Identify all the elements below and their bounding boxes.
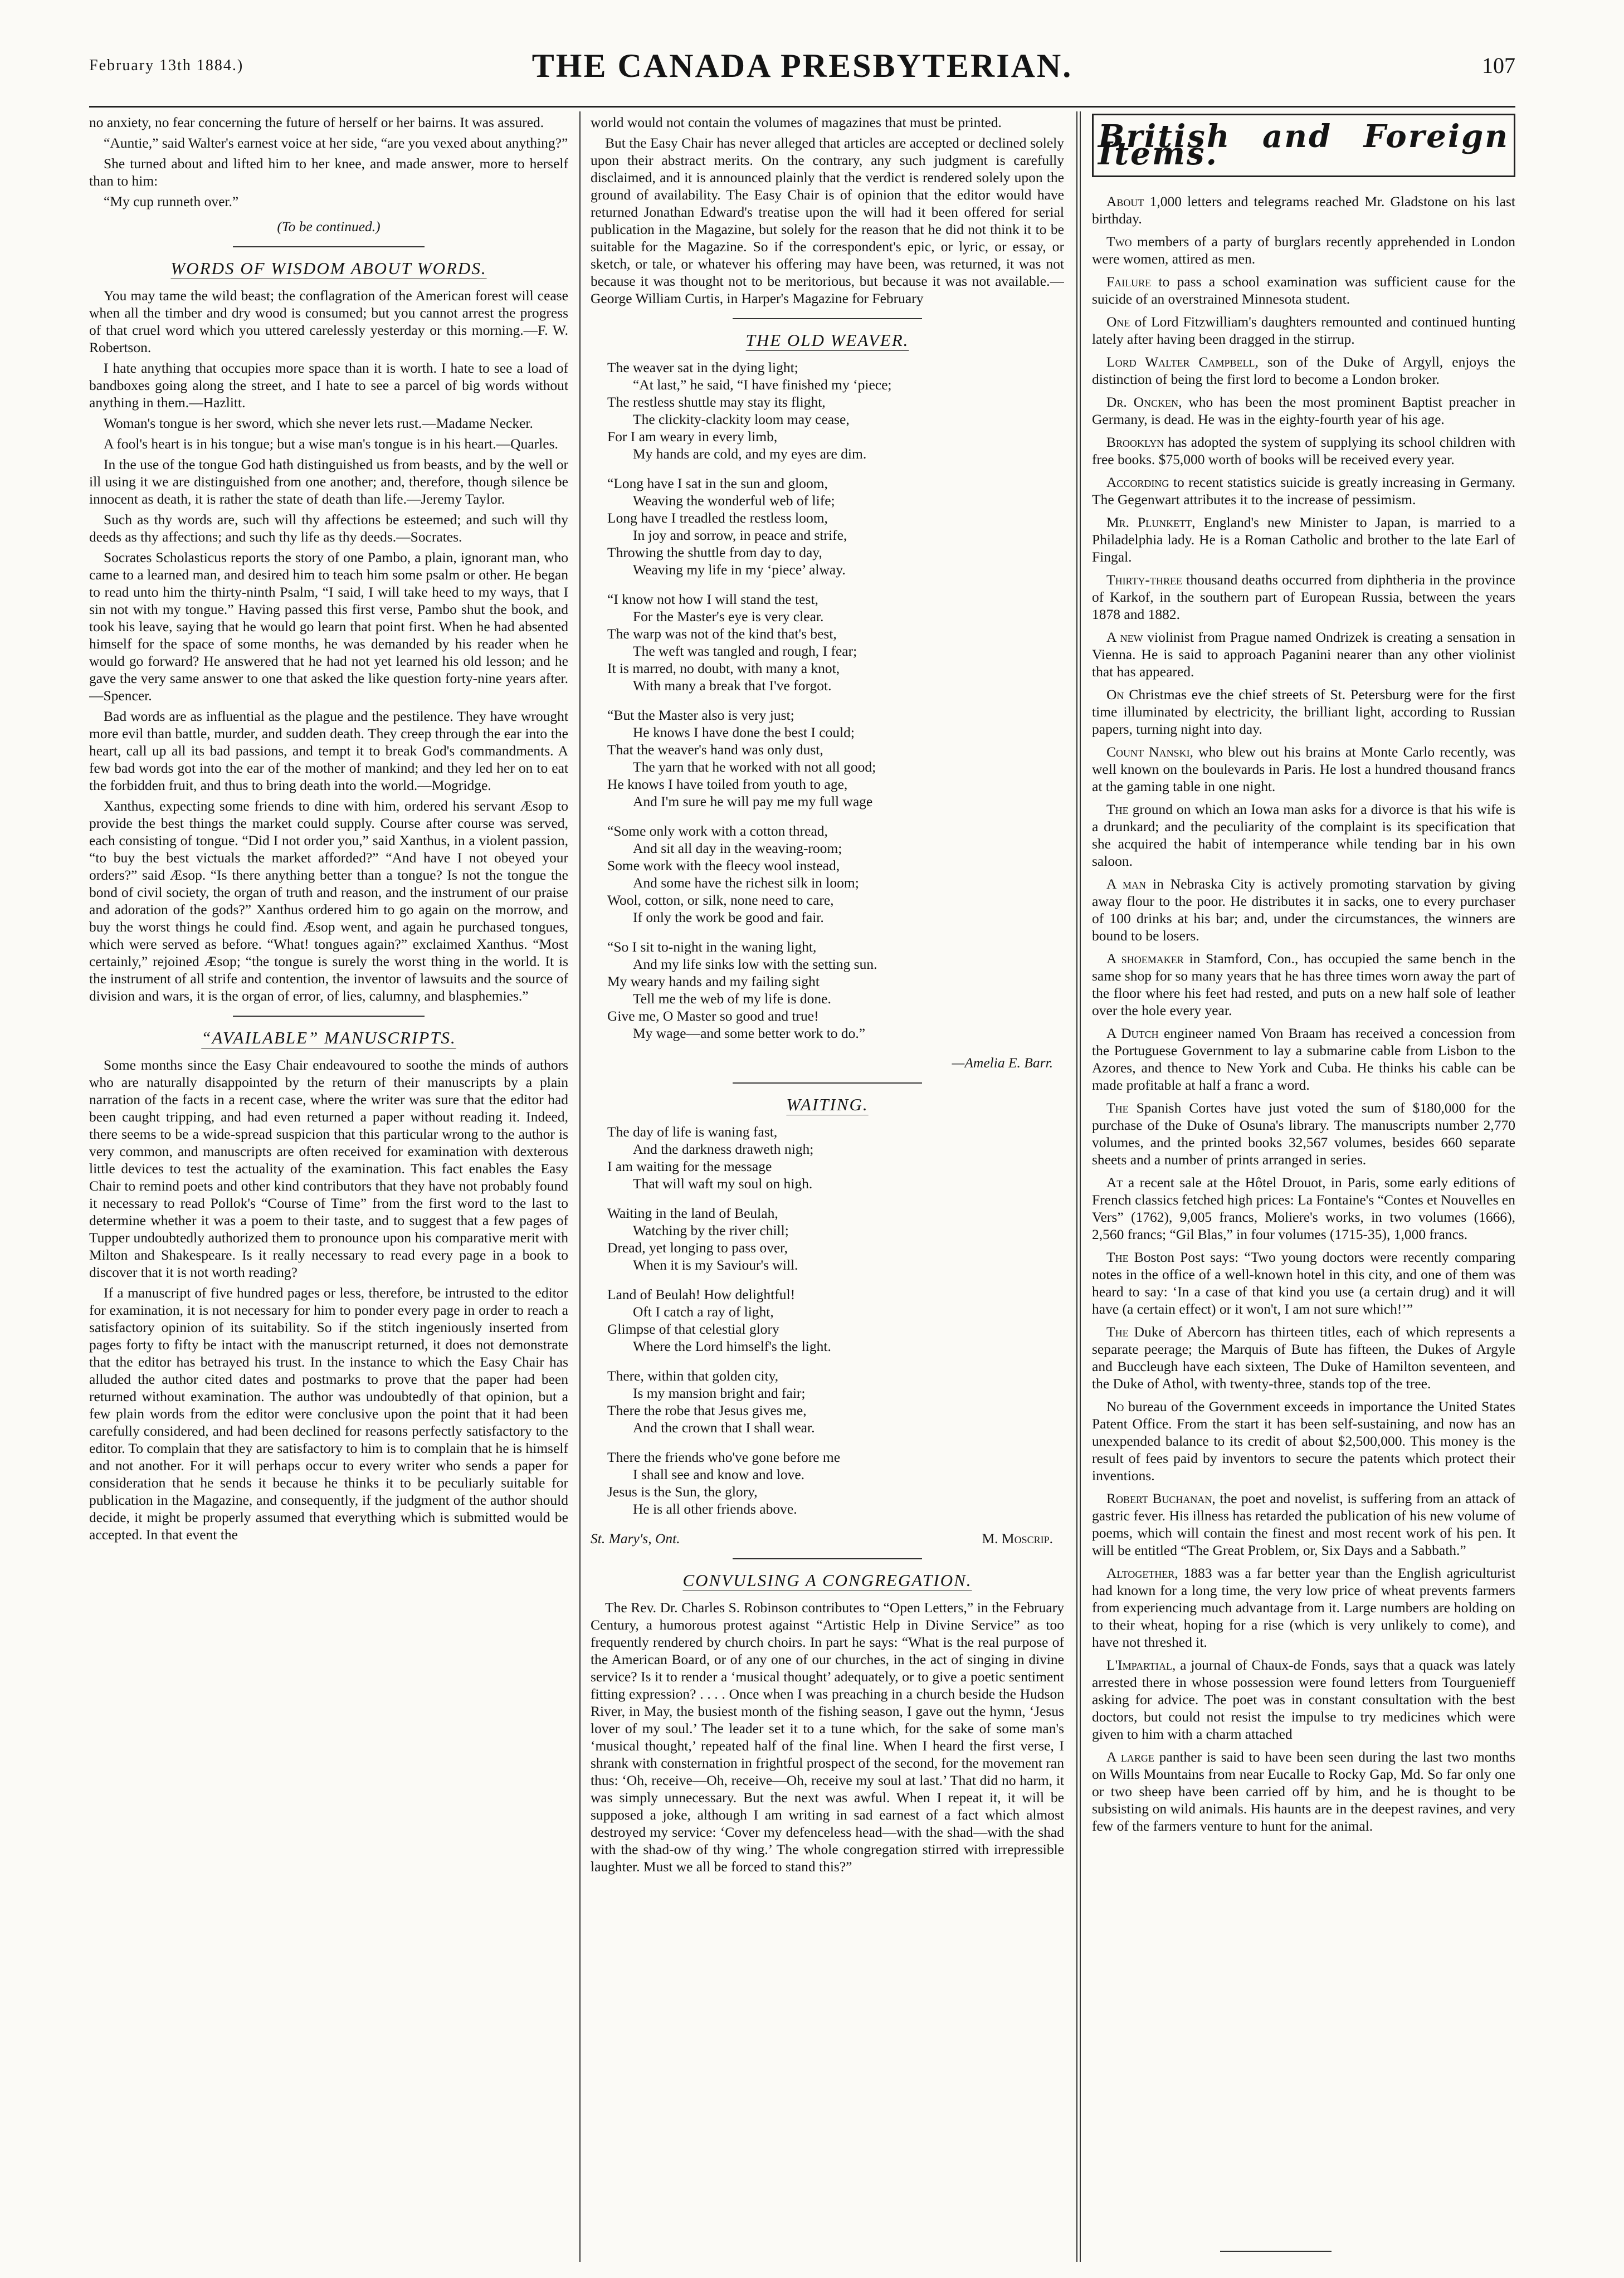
page-end-rule [1220,2251,1332,2252]
section-separator [733,318,922,319]
article-paragraph: But the Easy Chair has never alleged that articles are accepted or declined solely upon their abstract merits. On the contrary, any such judgment is carefully disclaimed, and it is announced plainly that the verdict is rendered solely upon the ground of availability. The Easy Chair is of opinion that the editor would have returned Jonathan Edward's treatise upon the will had it been offered for serial publication in the Magazine, but solely for the reason that he did not think it to be suitable for the Magazine. So if the correspondent's epic, or lyric, or essay, or sketch, or tale, or whatever his offering may have been, was returned, it was not because it was thought not to be meritorious, but because it was not available.—George William Curtis, in Harper's Magazine for February [591,135,1064,306]
quote-paragraph: A fool's heart is in his tongue; but a wise man's tongue is in his heart.—Quarles. [104,436,558,452]
news-item-lead: Dr. Oncken, [1106,394,1182,410]
news-item-body: violinist from Prague named Ondrizek is creating a sensation in Vienna. He is said to approach Paganini nearer than any other violinist that has appeared. [1092,629,1515,680]
poem-line: And I'm sure he will pay me my full wage [633,793,873,809]
news-item [1092,1174,1515,1243]
quote-paragraph: You may tame the wild beast; the conflagration of the American forest will cease when all the timber and dry wood is consumed; but you cannot arrest the progress of that cruel word which you uttered carelessly yesterday or this morning.—F. W. Robertson. [89,287,568,355]
poem-line: There the friends who've gone before me [607,1449,841,1465]
poem-line: Glimpse of that celestial glory [607,1321,779,1337]
news-item-lead: The [1106,1324,1129,1340]
poem-line: “I know not how I will stand the test, [607,591,818,607]
news-item-body: 1,000 letters and telegrams reached Mr. Gladstone on his last birthday. [1092,193,1515,227]
news-item-lead: On [1106,686,1124,703]
poem-line: Long have I treadled the restless loom, [607,510,828,526]
issue-date: February 13th 1884.) [89,57,244,74]
news-item [1092,950,1515,1019]
poem-line: “But the Master also is very just; [607,707,794,723]
poem-line: If only the work be good and fair. [633,909,824,925]
news-item-lead: The [1106,801,1129,817]
poem-line: There, within that golden city, [607,1368,779,1384]
news-item-body: Boston Post says: “Two young doctors were recently comparing notes in the office of a well-known hotel in this city, and one of them was heard to say: ‘In a case of that kind you use (a certain drug) and it will have (a certain effect) or it won't, I am not sure which!’” [1092,1249,1515,1317]
news-item [1092,1490,1515,1559]
news-item [1092,1398,1515,1484]
poem-line: With many a break that I've forgot. [633,677,832,694]
news-item-body: members of a party of burglars recently apprehended in London were women, attired as men. [1092,233,1515,267]
signature-place: St. Mary's, Ont. [591,1530,680,1547]
news-item-lead: L'Impartial, [1106,1657,1176,1673]
poem-line: He knows I have done the best I could; [633,724,855,740]
news-item-body: Duke of Abercorn has thirteen titles, each of which represents a separate peerage; the Marquis of Bute has fifteen, the Dukes of Argyle and Buccleugh have each sixteen, The Duke of Hamilton seventeen, and the Duke of Athol, with twenty-three, stands top of the tree. [1092,1324,1515,1392]
column-3 [1092,114,1515,2264]
section-title-convulsing-congregation: CONVULSING A CONGREGATION. [682,1570,972,1590]
section-title-british-foreign-items: British and Foreign Items. [1092,114,1515,177]
news-item-lead: Altogether, [1106,1565,1178,1581]
news-item [1092,353,1515,388]
poem-line: Some work with the fleecy wool instead, [607,857,840,874]
section-separator [733,1082,922,1084]
poem-line: There the robe that Jesus gives me, [607,1402,807,1418]
news-item-lead: A Dutch [1106,1025,1159,1041]
article-paragraph: world would not contain the volumes of magazines that must be printed. [591,114,1002,130]
news-item-body: who blew out his brains at Monte Carlo recently, was well known on the boulevards in Paris. He lost a hundred thousand francs at the gaming table in one night. [1092,744,1515,794]
poem-line: The yarn that he worked with not all good; [633,759,876,775]
poem-line: In joy and sorrow, in peace and strife, [633,527,847,543]
news-item-body: to recent statistics suicide is greatly increasing in Germany. The Gegenwart attributes it to the increase of pessimism. [1092,474,1515,508]
section-separator [233,1016,425,1017]
quote-paragraph: Such as thy words are, such will thy affections be esteemed; and such will thy deeds as thy affections; and such thy life as thy deeds.—Socrates. [89,511,568,545]
news-item-body: engineer named Von Braam has received a concession from the Portuguese Government to lay a submarine cable from Lisbon to the Azores, and thence to New York and Cuba. He thinks his cable can be made profitable at half a franc a word. [1092,1025,1515,1093]
news-item [1092,233,1515,267]
poem-line: Land of Beulah! How delightful! [607,1286,796,1303]
news-item-lead: Count Nanski, [1106,744,1193,760]
story-paragraph: “Auntie,” said Walter's earnest voice at her side, “are you vexed about anything?” [104,135,568,151]
column-divider [1080,111,1081,2262]
quote-paragraph: In the use of the tongue God hath distinguished us from beasts, and by the well or ill using it we are distinguished from one another; and, therefore, though silence be innocent as death, it is rather the state of death than life.—Jeremy Taylor. [89,456,568,507]
news-item [1092,1748,1515,1835]
poem-line: And sit all day in the weaving-room; [633,840,842,856]
section-title-old-weaver: THE OLD WEAVER. [745,330,909,350]
poem-stanza [607,1204,1064,1274]
poem-line: “Long have I sat in the sun and gloom, [607,475,828,491]
poem-line: He knows I have toiled from youth to age, [607,776,848,792]
page-header [89,47,1515,91]
poem-line: “At last,” he said, “I have finished my ‘piece; [633,377,892,393]
poem-line: Waiting in the land of Beulah, [607,1205,778,1221]
news-item-lead: A man [1106,876,1146,892]
news-item-lead: One [1106,314,1130,330]
poem-stanza [607,706,1064,810]
news-item-body: who has been the most prominent Baptist preacher in Germany, is dead. He was in the eighty-fourth year of his age. [1092,394,1515,427]
news-item-body: Christmas eve the chief streets of St. Petersburg were for the first time illuminated by electricity, the brilliant light, according to Russian papers, turning night into day. [1092,686,1515,737]
news-item [1092,273,1515,308]
to-be-continued: (To be continued.) [277,218,381,235]
section-title-words-of-wisdom: WORDS OF WISDOM ABOUT WORDS. [170,258,487,278]
poem-signature [591,1530,1053,1547]
news-item-body: Spanish Cortes have just voted the sum of $180,000 for the purchase of the Duke of Osuna's library. The manuscripts number 2,770 volumes, and the printed books 32,567 volumes, besides 660 separate sheets and a number of prints arranged in series. [1092,1100,1515,1168]
news-item-lead: A shoemaker [1106,950,1184,967]
news-item-lead: At [1106,1174,1123,1191]
poem-stanza [607,822,1064,926]
poem-stanza [607,359,1064,462]
story-paragraph: She turned about and lifted him to her knee, and made answer, more to herself than to him: [89,155,568,189]
news-item-body: thousand deaths occurred from diphtheria in the province of Karkof, in the southern part of European Russia, between the years 1878 and 1882. [1092,572,1515,622]
poem-line: Jesus is the Sun, the glory, [607,1484,758,1500]
news-item-body: a recent sale at the Hôtel Drouot, in Paris, some early editions of French classics fetched high prices: La Fontaine's “Contes et Nouvelles en Vers” (1762), 9,005 francs, Moliere's works, in two volumes (1666), 2,560 francs; “Gil Blas,” in four volumes (1715-35), 1,000 francs. [1092,1174,1515,1242]
poem-line: That the weaver's hand was only dust, [607,742,823,758]
news-item-body: son of the Duke of Argyll, enjoys the distinction of being the first lord to become a London broker. [1092,354,1515,387]
poem-line: For I am weary in every limb, [607,428,778,445]
poem-line: And some have the richest silk in loom; [633,875,859,891]
news-item-body: the poet and novelist, is suffering from an attack of gastric fever. His illness has retarded the publication of his new volume of poems, which will contain the finest and most recent work of his pen. It will be entitled “The Great Problem, or, Six Days and a Sabbath.” [1092,1490,1515,1558]
poem-line: The day of life is waning fast, [607,1124,778,1140]
header-rule [89,106,1515,108]
news-item-lead: Brooklyn [1106,434,1164,450]
poem-line: Weaving my life in my ‘piece’ alway. [633,562,846,578]
poem-line: Watching by the river chill; [633,1222,789,1238]
poem-line: The restless shuttle may stay its flight, [607,394,826,410]
quote-paragraph: Socrates Scholasticus reports the story of one Pambo, a plain, ignorant man, who came to a learned man, and desired him to teach him some psalm or other. He began to read unto him the thirty-ninth Psalm, “I said, I will take heed to my ways, that I sin not with my tongue.” Having passed this first verse, Pambo shut the book, and took his leave, saying that he would go learn that point first. When he had absented himself for the space of some months, he was demanded by his reader when he would go forward? He answered that he had not yet learned his old lesson; and he gave the very same answer to one that asked the like question forty-nine years after.—Spencer. [89,549,568,704]
poem-line: Throwing the shuttle from day to day, [607,544,822,560]
news-item [1092,514,1515,565]
news-item-lead: About [1106,193,1144,209]
news-item-lead: Failure [1106,274,1152,290]
news-item-lead: Thirty-three [1106,572,1182,588]
news-item-body: panther is said to have been seen during the last two months on Wills Mountains from near Eucalle to Rocky Gap, Md. So far only one or two sheep have been carried off by him, and he is thought to be subsisting on wild animals. His haunts are in the deepest ravines, and very few of the farmers venture to hunt for the animal. [1092,1749,1515,1834]
news-item [1092,571,1515,623]
column-1 [89,114,568,2264]
news-item-lead: A large [1106,1749,1154,1765]
poem-line: And my life sinks low with the setting sun. [633,956,877,972]
article-paragraph: The Rev. Dr. Charles S. Robinson contributes to “Open Letters,” in the February Century, a humorous protest against “Artistic Help in Divine Service” as too frequently rendered by church choirs. In part he says: “What is the real purpose of the American Board, or of any one of our churches, in the act of singing in divine service? Is it to render a ‘musical thought’ adequately, or to give a poetic sentiment fitting expression? . . . . Once when I was preaching in a church beside the Hudson River, in May, the busiest month of the fishing season, I gave out the hymn, ‘Jesus lover of my soul.’ The leader set it to a tune which, for the sake of some man's ‘musical thought,’ repeated half of the final line. When I heard the first verse, I shrank with consternation in frightful prospect of the second, for the movement ran thus: ‘Oh, receive—Oh, receive—Oh, receive my soul at last.’ That did no harm, it was simply unnecessary. But the next was awful. When I repeat it, it will be supposed a joke, although I am writing in sad earnest of a fact which almost destroyed my service: ‘Cover my defenceless head—with the shad—with the shad with the shad-ow of thy wing.’ The whole congregation stirred with irrepressible laughter. Must we all be forced to stand this?” [591,1599,1064,1875]
poem-line: Oft I catch a ray of light, [633,1304,774,1320]
news-item-lead: Mr. Plunkett, [1106,514,1196,530]
news-item-lead: The [1106,1249,1129,1265]
quote-paragraph: Woman's tongue is her sword, which she never lets rust.—Madame Necker. [104,415,533,431]
news-item-lead: The [1106,1100,1129,1116]
poem-stanza [607,1123,1064,1192]
poem-attribution: —Amelia E. Barr. [952,1055,1053,1071]
signature-author: M. Moscrip. [982,1530,1053,1547]
poem-line: Wool, cotton, or silk, none need to care, [607,892,834,908]
poem-stanza [607,475,1064,578]
poem-line: Is my mansion bright and fair; [633,1385,806,1401]
news-item [1092,193,1515,227]
poem-line: Tell me the web of my life is done. [633,991,831,1007]
news-item [1092,474,1515,508]
news-item-body: 1883 was a far better year than the English agriculturist had known for a long time, the very low price of wheat prevents farmers from experiencing much advantage from it. Large numbers are holding on to their wheat, hoping for a rise (which is very unlikely to come), and have not threshed it. [1092,1565,1515,1650]
poem-stanza [607,938,1064,1042]
poem-line: For the Master's eye is very clear. [633,608,824,625]
news-item-lead: Robert Buchanan, [1106,1490,1216,1506]
poem-line: When it is my Saviour's will. [633,1257,798,1273]
poem-line: He is all other friends above. [633,1501,797,1517]
news-item [1092,875,1515,944]
news-item-body: has adopted the system of supplying its school children with free books. $75,000 worth of books will be received every year. [1092,434,1515,467]
news-item-body: to pass a school examination was sufficient cause for the suicide of an overstrained Minnesota student. [1092,274,1515,307]
news-item [1092,393,1515,428]
poem-line: I shall see and know and love. [633,1466,805,1482]
poem-stanza [607,1448,1064,1518]
news-item-body: ground on which an Iowa man asks for a divorce is that his wife is a drunkard; and the peculiarity of the complaint is its specification that she acquired the habit of intemperance while tending bar in his own saloon. [1092,801,1515,869]
quote-paragraph: Xanthus, expecting some friends to dine with him, ordered his servant Æsop to provide the best things the market could supply. Course after course was served, each consisting of tongue. “Did I not order you,” said Xanthus, in a violent passion, “to buy the best victuals the market afforded?” “And have I not obeyed your orders?” said Æsop. “Is there anything better than a tongue? Is not the tongue the bond of civil society, the organ of truth and reason, and the instrument of our praise and adoration of the gods?” Xanthus ordered him to go again on the morrow, and buy the worst things he could find. Æsop went, and again he purchased tongues, which were served as before. “What! tongues again?” exclaimed Xanthus. “Most certainly,” rejoined Æsop; “the tongue is surely the worst thing in the world. It is the instrument of all strife and contention, the inventor of lawsuits and the source of division and wars, it is the organ of error, of lies, calumny, and blasphemies.” [89,798,568,1004]
news-item-body: England's new Minister to Japan, is married to a Philadelphia lady. He is a Roman Catholic and brother to the late Earl of Fingal. [1092,514,1515,565]
news-item [1092,801,1515,870]
news-item-body: bureau of the Government exceeds in importance the United States Patent Office. From the start it has been self-sustaining, and now has an unexpended balance to its credit of about $2,500,000. This money is the result of fees paid by inventors to secure the patents which protect their inventions. [1092,1398,1515,1484]
poem-line: The warp was not of the kind that's best, [607,626,837,642]
quote-paragraph: I hate anything that occupies more space than it is worth. I hate to see a load of bandboxes going along the street, and I hate to see a parcel of big words without anything in them.—Hazlitt. [89,360,568,411]
news-item [1092,1656,1515,1743]
news-item [1092,1248,1515,1318]
poem-line: “Some only work with a cotton thread, [607,823,828,839]
poem-line: The weaver sat in the dying light; [607,359,798,375]
news-item-body: in Nebraska City is actively promoting starvation by giving away flour to the poor. He distributes it in sacks, one to every purchaser of 100 drinks at his bar; and, under the circumstances, the winners are bound to be losers. [1092,876,1515,944]
poem-line: And the crown that I shall wear. [633,1420,815,1436]
column-2 [591,114,1064,2264]
page-number: 107 [1482,53,1515,78]
news-item [1092,1323,1515,1392]
news-item [1092,1099,1515,1168]
poem-line: My wage—and some better work to do.” [633,1025,866,1041]
news-item-body: a journal of Chaux-de Fonds, says that a quack was lately arrested there in whose possession were found letters from Tourguenieff asking for advice. The poet was in constant consultation with the best doctors, but could not resist the impulse to try medicines which were given to him with a charm attached [1092,1657,1515,1742]
news-item-lead: Two [1106,233,1132,250]
poem-line: The clickity-clackity loom may cease, [633,411,850,427]
poem-stanza [607,591,1064,694]
news-item [1092,743,1515,795]
news-item-body: of Lord Fitzwilliam's daughters remounted and continued hunting lately after having been dragged in the stirrup. [1092,314,1515,347]
section-title-waiting: WAITING. [786,1095,869,1114]
news-item-lead: A new [1106,629,1143,645]
section-separator [733,1558,922,1559]
poem-line: Weaving the wonderful web of life; [633,492,835,509]
news-item [1092,686,1515,738]
poem-stanza [607,1286,1064,1355]
section-separator [233,246,425,247]
news-item-lead: According [1106,474,1169,490]
news-item [1092,313,1515,348]
poem-line: Dread, yet longing to pass over, [607,1240,788,1256]
news-item-lead: Lord Walter Campbell, [1106,354,1259,370]
poem-line: Give me, O Master so good and true! [607,1008,819,1024]
news-item [1092,1564,1515,1651]
poem-line: It is marred, no doubt, with many a knot, [607,660,840,676]
quote-paragraph: Bad words are as influential as the plague and the pestilence. They have wrought more evil than battle, murder, and sudden death. They creep through the ear into the heart, call up all its bad passions, and tempt it to break God's commandments. A few bad words got into the ear of the mother of mankind; and they led her on to eat the forbidden fruit, and thus to bring death into the world.—Mogridge. [89,708,568,793]
masthead-title: THE CANADA PRESBYTERIAN. [531,47,1073,84]
poem-line: The weft was tangled and rough, I fear; [633,643,857,659]
poem-line: My hands are cold, and my eyes are dim. [633,446,867,462]
story-paragraph: “My cup runneth over.” [104,193,239,209]
news-items-list [1092,193,1515,1835]
poem-line: And the darkness draweth nigh; [633,1141,814,1157]
article-paragraph: If a manuscript of five hundred pages or less, therefore, be intrusted to the editor for examination, it is not necessary for him to ponder every page in order to reach a satisfactory opinion of its suitability. So if the stitch ingeniously inserted from pages forty to fifty be intact with the manuscript returned, it does not demonstrate that the editor has betrayed his trust. In the instance to which the Easy Chair has alluded the author cited dates and postmarks to prove that the paper had been returned without examination. The author was undoubtedly of that opinion, but a few plain words from the editor were conclusive upon the point that it had been carefully considered, and had been declined for reasons perfectly satisfactory to the editor. To complain that they are satisfactory to him is to complain that he is himself and not another. For it will perhaps occur to every writer who sends a paper for consideration that he sends it because he thinks it to be peculiarly suitable for publication in the Magazine, and consequently, if the judgment of the author should decide, it might be properly assumed that everything which is submitted would be accepted. In that event the [89,1285,568,1543]
poem-stanza [607,1367,1064,1436]
article-paragraph: Some months since the Easy Chair endeavoured to soothe the minds of authors who are naturally disappointed by the return of their manuscripts by a plain narration of the facts in a recent case, where the writer was sure that the editor had been caught tripping, and had even returned a paper without reading it. Indeed, there seems to be a wide-spread suspicion that this particular wrong to the author is very common, and manuscripts are often received for examination with dexterous little devices to test the actuality of the examination. This fact enables the Easy Chair to remind poets and other kind contributors that they have not probably found it necessary to read Pollok's “Course of Time” from the first word to the last to determine whether it was a poem to their taste, and to suggest that a few pages of Tupper undoubtedly authorized them to pronounce upon his comparative merit with Milton and Shakespeare. Is it really necessary to read every page in a book to discover that it is not worth reading? [89,1057,568,1280]
poem-old-weaver [607,359,1064,1042]
poem-line: Where the Lord himself's the light. [633,1338,831,1354]
poem-line: That will waft my soul on high. [633,1175,813,1192]
poem-line: My weary hands and my failing sight [607,973,820,989]
news-item [1092,628,1515,680]
poem-line: I am waiting for the message [607,1158,772,1174]
column-divider [579,111,581,2262]
news-item [1092,1025,1515,1094]
story-paragraph: no anxiety, no fear concerning the future of herself or her bairns. It was assured. [89,114,544,130]
news-item-lead: No [1106,1398,1124,1414]
poem-waiting [607,1123,1064,1518]
column-divider [1076,111,1077,2262]
news-item-body: in Stamford, Con., has occupied the same bench in the same shop for so many years that he has three times worn away the part of the floor where his feet had rested, and puts on a new half sole of leather over the hole every year. [1092,950,1515,1018]
poem-line: “So I sit to-night in the waning light, [607,939,817,955]
section-title-available-manuscripts: “AVAILABLE” MANUSCRIPTS. [201,1028,456,1047]
news-item [1092,433,1515,468]
